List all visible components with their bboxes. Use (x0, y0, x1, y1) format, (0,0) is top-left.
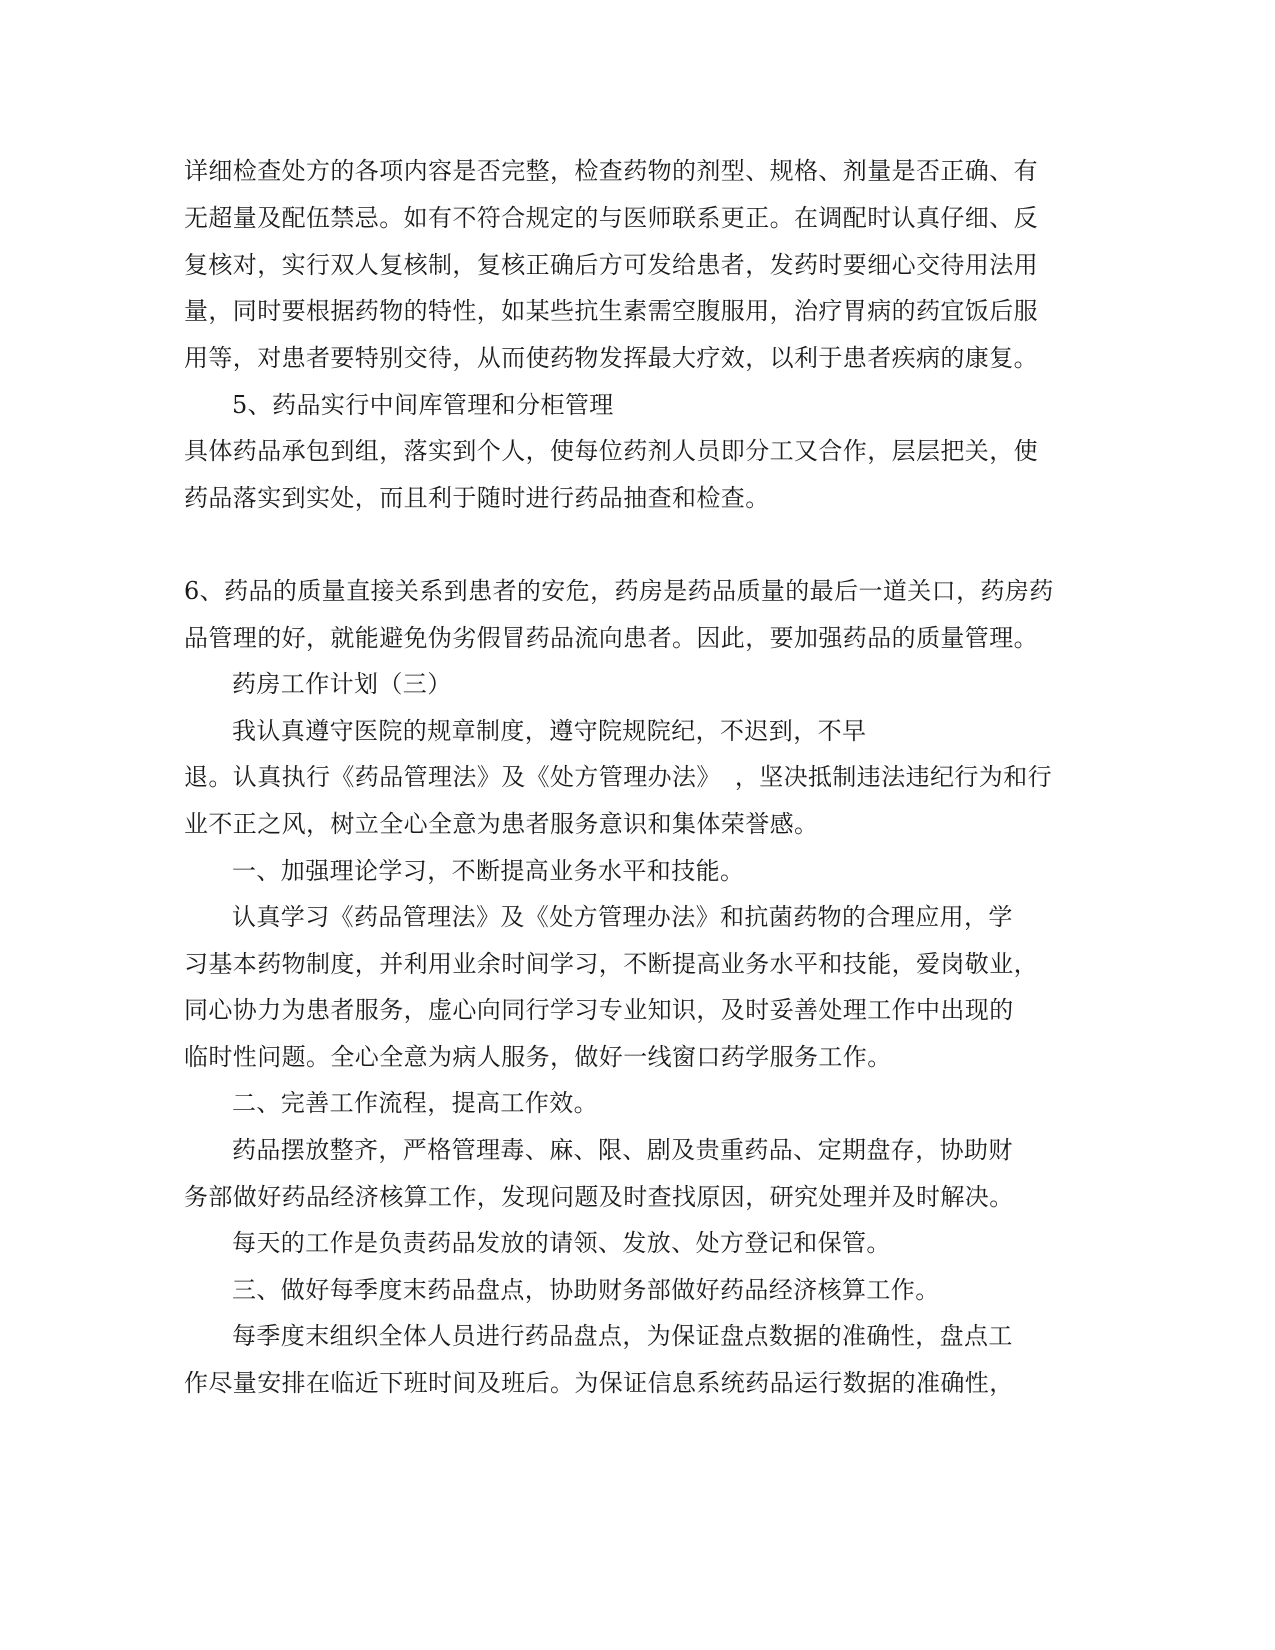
body-line: 临时性问题。全心全意为病人服务，做好一线窗口药学服务工作。 (184, 1043, 892, 1071)
body-line (184, 762, 1052, 792)
body-line: 量，同时要根据药物的特性，如某些抗生素需空腹服用，治疗胃病的药宜饭后服 (184, 297, 1038, 325)
section-heading: 5、药品实行中间库管理和分柜管理 (232, 391, 614, 419)
body-line: 复核对，实行双人复核制，复核正确后方可发给患者，发药时要细心交待用法用 (184, 251, 1038, 279)
section-title: 药房工作计划（三） (232, 670, 452, 698)
body-line: 无超量及配伍禁忌。如有不符合规定的与医师联系更正。在调配时认真仔细、反 (184, 204, 1038, 232)
body-line: 认真学习《药品管理法》及《处方管理办法》和抗菌药物的合理应用，学 (232, 903, 1013, 931)
section-heading: 一、加强理论学习，不断提高业务水平和技能。 (232, 857, 745, 885)
section-heading: 三、做好每季度末药品盘点，协助财务部做好药品经济核算工作。 (232, 1276, 940, 1304)
body-line: 用等，对患者要特别交待，从而使药物发挥最大疗效，以利于患者疾病的康复。 (184, 344, 1038, 372)
body-line: 品管理的好，就能避免伪劣假冒药品流向患者。因此，要加强药品的质量管理。 (184, 624, 1038, 652)
body-line: 我认真遵守医院的规章制度，遵守院规院纪，不迟到，不早 (232, 717, 867, 745)
body-line: 每天的工作是负责药品发放的请领、发放、处方登记和保管。 (232, 1229, 891, 1257)
body-line: 具体药品承包到组，落实到个人，使每位药剂人员即分工又合作，层层把关，使 (184, 437, 1038, 465)
section-heading: 二、完善工作流程，提高工作效。 (232, 1089, 598, 1117)
body-line-part: 退。认真执行《药品管理法》及《处方管理办法》 (184, 763, 721, 791)
body-line: 习基本药物制度，并利用业余时间学习，不断提高业务水平和技能，爱岗敬业， (184, 950, 1038, 978)
body-line: 每季度末组织全体人员进行药品盘点，为保证盘点数据的准确性，盘点工 (232, 1322, 1013, 1350)
body-line: 6、药品的质量直接关系到患者的安危，药房是药品质量的最后一道关口，药房药 (184, 577, 1054, 605)
body-line: 药品摆放整齐，严格管理毒、麻、限、剧及贵重药品、定期盘存，协助财 (232, 1136, 1013, 1164)
body-line: 务部做好药品经济核算工作，发现问题及时查找原因，研究处理并及时解决。 (184, 1183, 1014, 1211)
body-line: 同心协力为患者服务，虚心向同行学习专业知识，及时妥善处理工作中出现的 (184, 996, 1014, 1024)
body-line: 业不正之风，树立全心全意为患者服务意识和集体荣誉感。 (184, 810, 819, 838)
body-line: 作尽量安排在临近下班时间及班后。为保证信息系统药品运行数据的准确性， (184, 1369, 1014, 1397)
body-line: 详细检查处方的各项内容是否完整，检查药物的剂型、规格、剂量是否正确、有 (184, 157, 1038, 185)
body-line: 药品落实到实处，而且利于随时进行药品抽查和检查。 (184, 484, 770, 512)
body-line-part: ，坚决抵制违法违纪行为和行 (734, 763, 1053, 791)
